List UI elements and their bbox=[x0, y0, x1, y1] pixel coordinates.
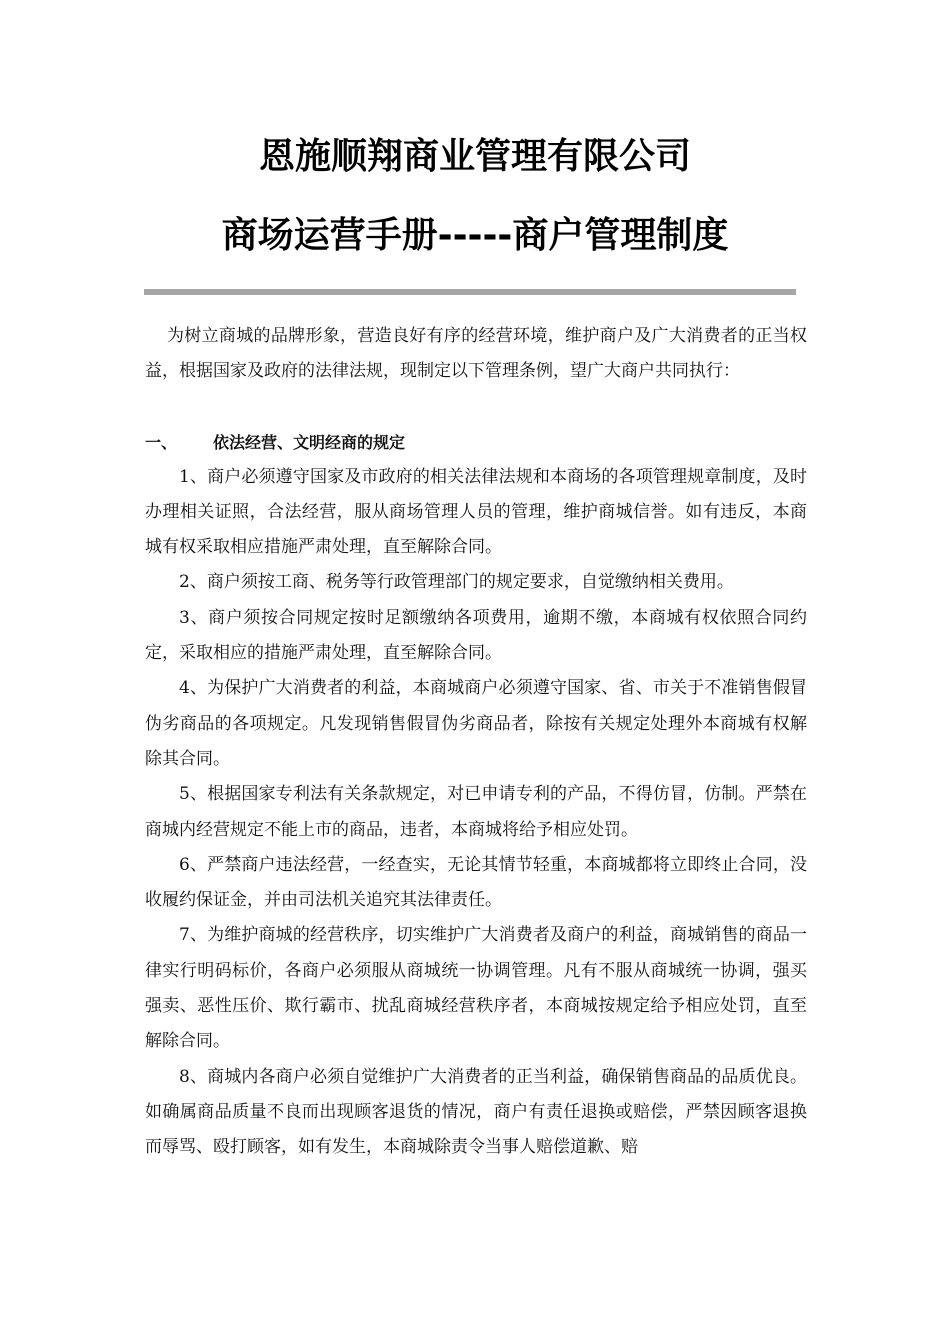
rule-item-1: 1、商户必须遵守国家及市政府的相关法律法规和本商场的各项管理规章制度，及时办理相关证照，合法经营，服从商场管理人员的管理，维护商城信誉。如有违反，本商城有权采取相应措施严肃处理，直至解除合同。 bbox=[145, 466, 807, 558]
document-title: 商场运营手册-----商户管理制度 bbox=[221, 215, 729, 256]
section-title: 依法经营、文明经商的规定 bbox=[213, 432, 406, 452]
company-title: 恩施顺翔商业管理有限公司 bbox=[258, 136, 691, 177]
document-body bbox=[145, 319, 807, 1166]
rule-item-6: 6、严禁商户违法经营，一经查实，无论其情节轻重，本商城都将立即终止合同，没收履约保证金，并由司法机关追究其法律责任。 bbox=[145, 854, 807, 911]
title-divider bbox=[144, 289, 796, 295]
section-number: 一、 bbox=[145, 432, 178, 452]
rule-item-5: 5、根据国家专利法有关条款规定，对已申请专利的产品，不得仿冒，仿制。严禁在商城内经营规定不能上市的商品，违者，本商城将给予相应处罚。 bbox=[145, 784, 807, 840]
intro-paragraph: 为树立商城的品牌形象，营造良好有序的经营环境，维护商户及广大消费者的正当权益，根据国家及政府的法律法规，现制定以下管理条例，望广大商户共同执行： bbox=[145, 326, 807, 382]
rule-item-7: 7、为维护商城的经营秩序，切实维护广大消费者及商户的利益，商城销售的商品一律实行明码标价，各商户必须服从商城统一协调管理。凡有不服从商城统一协调，强买强卖、恶性压价、欺行霸市、扰乱商城经营秩序者，本商城按规定给予相应处罚，直至解除合同。 bbox=[145, 925, 807, 1052]
rule-item-2: 2、商户须按工商、税务等行政管理部门的规定要求，自觉缴纳相关费用。 bbox=[179, 572, 734, 593]
rule-item-3: 3、商户须按合同规定按时足额缴纳各项费用，逾期不缴，本商城有权依照合同约定，采取相应的措施严肃处理，直至解除合同。 bbox=[145, 607, 807, 664]
rule-item-4: 4、为保护广大消费者的利益，本商城商户必须遵守国家、省、市关于不准销售假冒伪劣商品的各项规定。凡发现销售假冒伪劣商品者，除按有关规定处理外本商城有权解除其合同。 bbox=[145, 678, 807, 769]
section-heading bbox=[145, 425, 807, 460]
rule-item-8: 8、商城内各商户必须自觉维护广大消费者的正当利益，确保销售商品的品质优良。如确属商品质量不良而出现顾客退货的情况，商户有责任退换或赔偿，严禁因顾客退换而辱骂、殴打顾客，如有发生，本商城除责令当事人赔偿道歉、赔 bbox=[145, 1066, 807, 1158]
